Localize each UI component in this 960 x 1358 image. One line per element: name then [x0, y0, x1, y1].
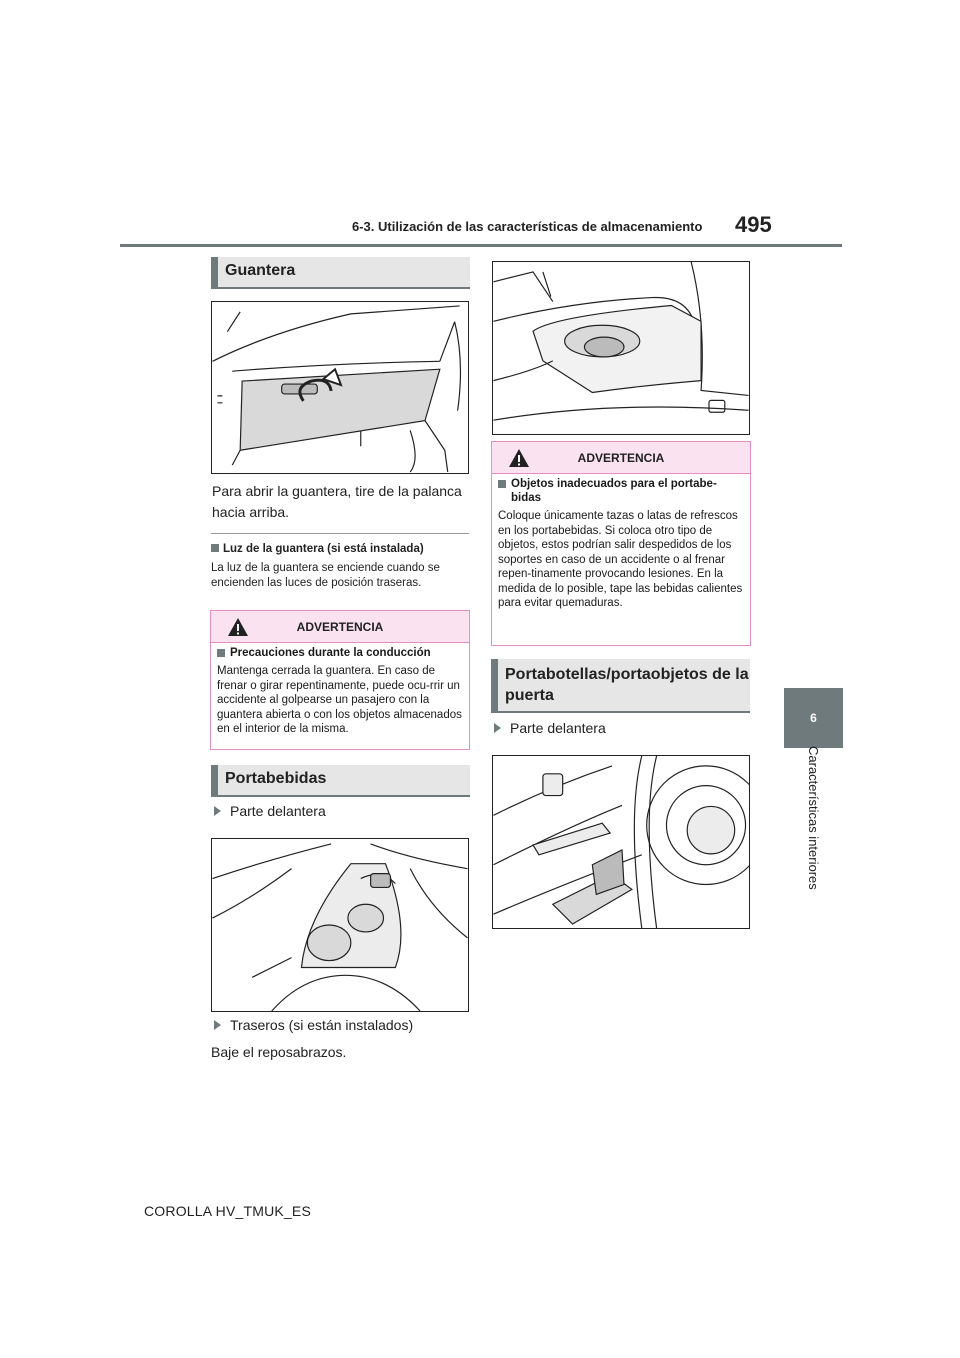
- chapter-label: Características interiores: [806, 746, 821, 890]
- warning-header-text: ADVERTENCIA: [577, 450, 665, 465]
- warning-title: [217, 646, 463, 660]
- door-holder-heading: [491, 659, 750, 713]
- square-bullet-icon: [498, 480, 506, 488]
- portabebidas-heading-text: Portabebidas: [225, 770, 327, 787]
- chapter-tab: [784, 688, 843, 748]
- door-front-label-text: Parte delantera: [510, 720, 606, 736]
- warning-header-text: ADVERTENCIA: [296, 619, 384, 634]
- light-subheading-text: Luz de la guantera (si está instalada): [223, 543, 424, 555]
- light-text: La luz de la guantera se enciende cuando se encienden las luces de posición traseras.: [211, 562, 440, 589]
- square-bullet-icon: [217, 649, 225, 657]
- arrow-bullet-icon: [214, 806, 221, 816]
- warning-text: Coloque únicamente tazas o latas de refrescos en los portabebidas. Si coloca otro tipo de objetos, estos podrían salir despedidos de los soportes en caso de un accidente o al frenar repen-tinamente provocando lesiones. En la medida de lo posible, tape las bebidas calientes para evitar quemaduras.: [498, 510, 743, 609]
- rear-cupholder-label: [214, 1017, 413, 1033]
- portabebidas-heading: [211, 765, 470, 797]
- warning-header: [492, 442, 750, 474]
- warning-header: [211, 611, 469, 643]
- section-title: 6-3. Utilización de las características de almacenamiento: [352, 219, 703, 234]
- guantera-heading: [211, 257, 470, 289]
- footer-model: COROLLA HV_TMUK_ES: [144, 1203, 311, 1219]
- front-cupholder-label-text: Parte delantera: [230, 803, 326, 819]
- glovebox-illustration: [211, 301, 469, 474]
- warning-title: [498, 477, 744, 505]
- warning-box-cupholder: [491, 441, 751, 646]
- light-subheading: [211, 543, 471, 555]
- guantera-heading-text: Guantera: [225, 262, 296, 279]
- front-cupholder-illustration: [211, 838, 469, 1012]
- door-front-label: [494, 720, 606, 736]
- rear-cupholder-label-text: Traseros (si están instalados): [230, 1017, 414, 1033]
- page-number: 495: [735, 212, 772, 237]
- warning-box-driving: [210, 610, 470, 750]
- rear-cupholder-illustration: [492, 261, 750, 435]
- warning-triangle-icon: [508, 448, 530, 468]
- square-bullet-icon: [211, 544, 219, 552]
- front-cupholder-label: [214, 803, 326, 819]
- chapter-number: 6: [810, 711, 817, 725]
- warning-triangle-icon: [227, 617, 249, 637]
- warning-title-text: Precauciones durante la conducción: [230, 647, 431, 659]
- warning-title-text: Objetos inadecuados para el portabe-bidas: [511, 478, 717, 504]
- arrow-bullet-icon: [214, 1020, 221, 1030]
- arrow-bullet-icon: [494, 723, 501, 733]
- divider: [211, 533, 469, 534]
- guantera-caption: Para abrir la guantera, tire de la palanca hacia arriba.: [212, 483, 462, 520]
- header-rule: [120, 244, 842, 247]
- door-holder-illustration: [492, 755, 750, 929]
- warning-text: Mantenga cerrada la guantera. En caso de frenar o girar repentinamente, puede ocu-rrir un accidente al golpearse un pasajero con la guantera abierta o con los objetos almacenados en el interior de la misma.: [217, 665, 462, 735]
- door-holder-heading-text: Portabotellas/portaobjetos de la puerta: [505, 666, 749, 704]
- rear-cupholder-text: Baje el reposabrazos.: [211, 1044, 347, 1060]
